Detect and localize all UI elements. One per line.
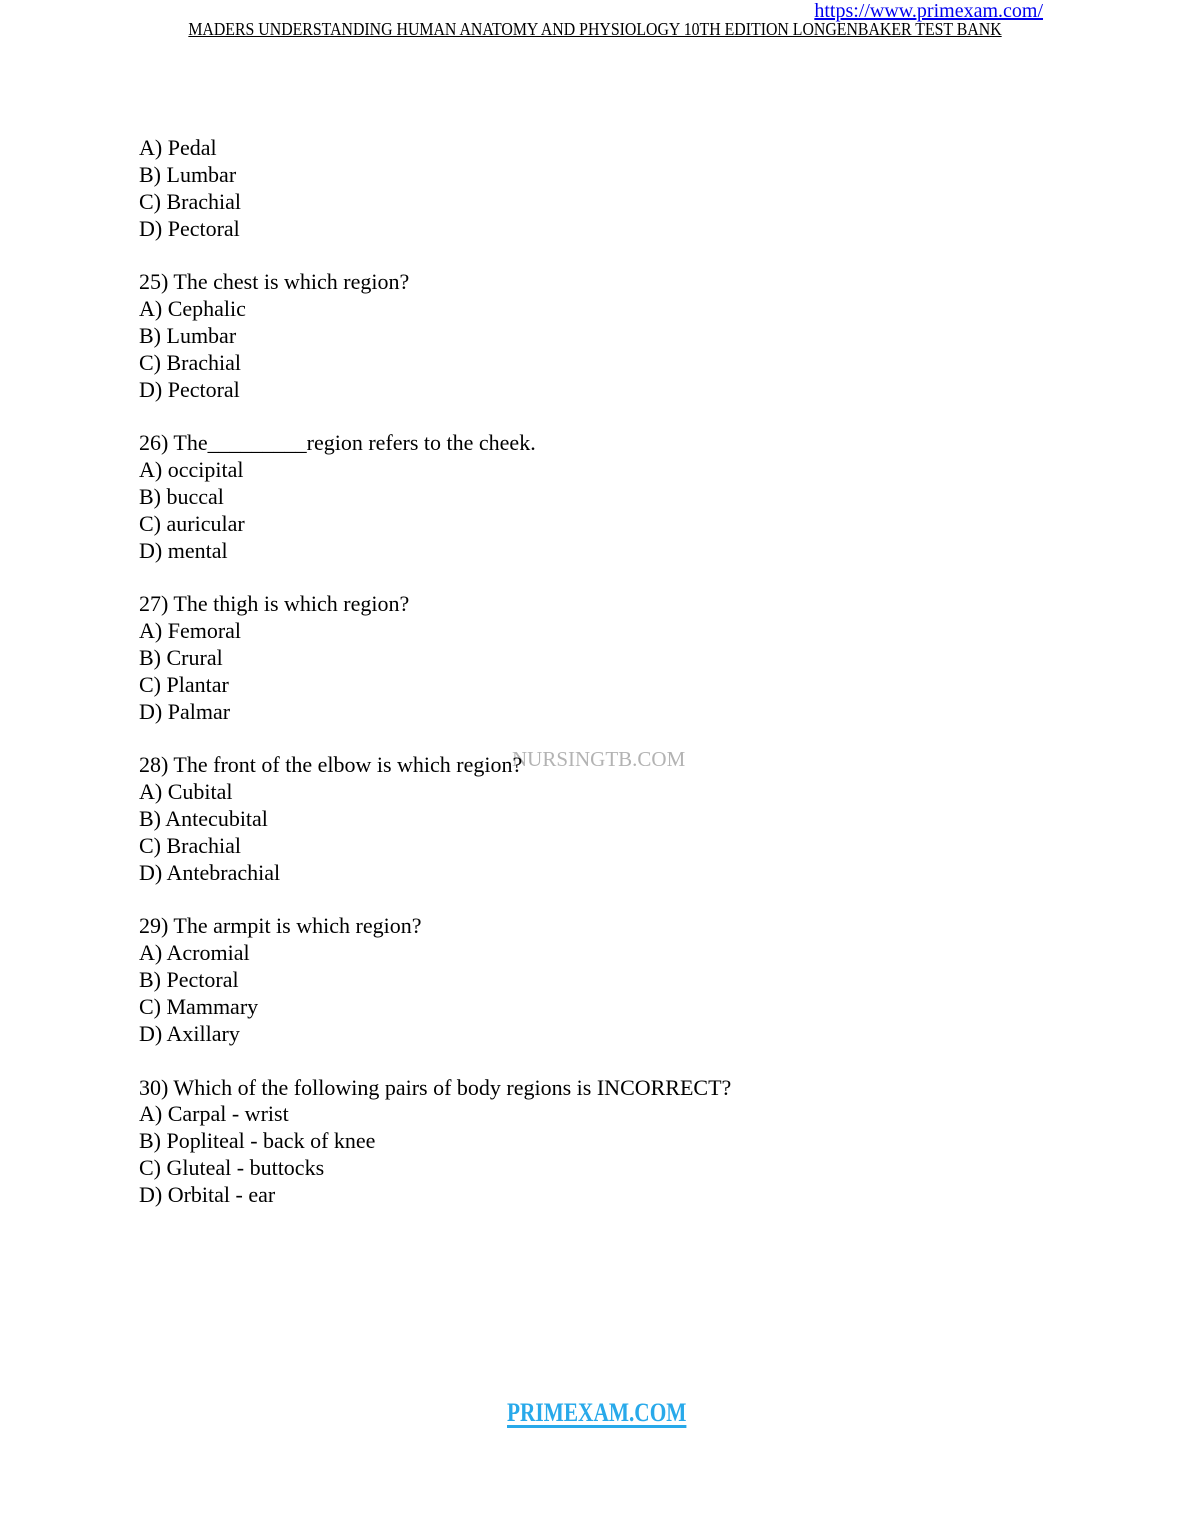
question-block bbox=[139, 752, 1099, 886]
question-block bbox=[139, 1075, 1099, 1209]
option-text: D) Antebrachial bbox=[139, 859, 281, 885]
option-text: A) Cephalic bbox=[139, 296, 246, 322]
option-text: A) Acromial bbox=[139, 940, 250, 966]
option-text: B) Lumbar bbox=[139, 161, 237, 187]
option-text: B) buccal bbox=[139, 483, 224, 509]
question-text: 26) The_________region refers to the cheek. bbox=[139, 430, 536, 456]
option-text: D) mental bbox=[139, 537, 228, 563]
option-text: B) Lumbar bbox=[139, 322, 237, 348]
question-block bbox=[139, 135, 1099, 242]
question-text: 28) The front of the elbow is which region? bbox=[139, 752, 523, 778]
option-text: D) Palmar bbox=[139, 698, 231, 724]
footer-site-link[interactable]: PRIMEXAM.COM bbox=[507, 1398, 687, 1427]
option-text: C) Mammary bbox=[139, 994, 259, 1019]
question-text: 30) Which of the following pairs of body regions is INCORRECT? bbox=[139, 1074, 732, 1100]
option-text: A) Femoral bbox=[139, 618, 242, 644]
question-block bbox=[139, 591, 1099, 725]
question-block bbox=[139, 269, 1099, 403]
question-block bbox=[139, 913, 1099, 1047]
option-text: C) auricular bbox=[139, 510, 245, 536]
option-text: A) Carpal - wrist bbox=[139, 1101, 289, 1127]
watermark-text: NURSINGTB.COM bbox=[512, 747, 686, 771]
option-text: B) Pectoral bbox=[139, 967, 239, 993]
page-header-title: MADERS UNDERSTANDING HUMAN ANATOMY AND PHYSIOLOGY 10TH EDITION LONGENBAKER TEST BANK bbox=[188, 19, 1002, 39]
option-text: B) Antecubital bbox=[139, 806, 268, 832]
option-text: C) Plantar bbox=[139, 671, 229, 697]
question-text: 29) The armpit is which region? bbox=[139, 913, 422, 939]
option-text: B) Popliteal - back of knee bbox=[139, 1128, 376, 1154]
option-text: A) Cubital bbox=[139, 779, 233, 805]
option-text: A) occipital bbox=[139, 457, 244, 483]
question-text: 27) The thigh is which region? bbox=[139, 591, 410, 617]
option-text: C) Brachial bbox=[139, 188, 242, 214]
question-text: 25) The chest is which region? bbox=[139, 269, 410, 295]
option-text: C) Brachial bbox=[139, 832, 242, 858]
question-block bbox=[139, 430, 1099, 564]
top-url-link[interactable]: https://www.primexam.com/ bbox=[814, 0, 1043, 22]
option-text: B) Crural bbox=[139, 645, 223, 671]
option-text: D) Axillary bbox=[139, 1020, 240, 1046]
option-text: D) Pectoral bbox=[139, 376, 240, 402]
option-text: C) Gluteal - buttocks bbox=[139, 1155, 325, 1181]
option-text: D) Orbital - ear bbox=[139, 1181, 276, 1207]
option-text: A) Pedal bbox=[139, 135, 217, 160]
questions-content bbox=[139, 135, 1099, 1209]
option-text: D) Pectoral bbox=[139, 215, 240, 241]
option-text: C) Brachial bbox=[139, 349, 242, 375]
